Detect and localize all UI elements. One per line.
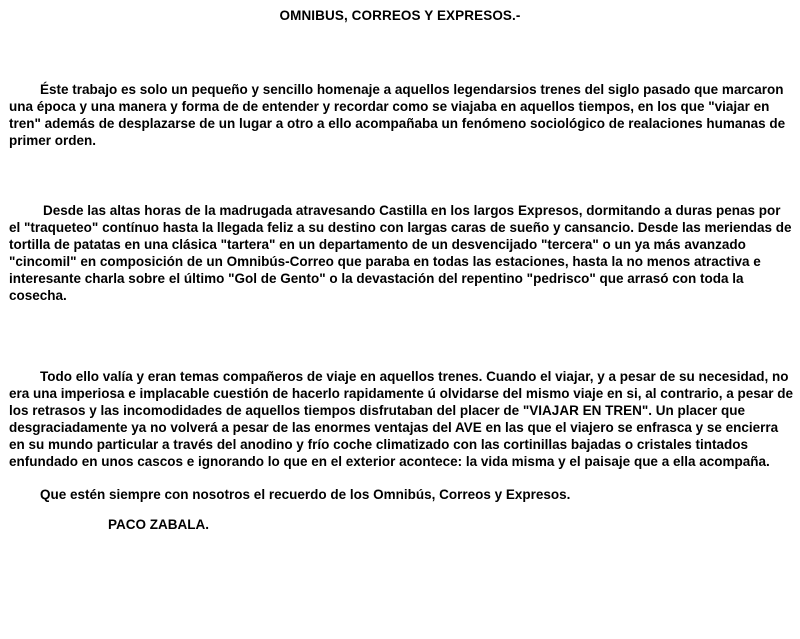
paragraph-madrugada-text: Desde las altas horas de la madrugada atravesando Castilla en los largos Expresos, dormitando a duras penas por el "traqueteo" contínuo hasta la llegada feliz a su destino con largas caras de sueño y cansancio. Desde las meriendas de tortilla de patatas en una clásica "tartera" en un departamento de un desvencijado "tercera" o un ya más avanzado "cincomil" en composición de un Omnibús-Correo que paraba en todas las estaciones, hasta la no menos atractiva e interesante charla sobre el último "Gol de Gento" o la devastación del repentino "pedrisco" que arrasó con toda la cosecha. (9, 203, 792, 303)
paragraph-intro (9, 81, 795, 149)
paragraph-madrugada (9, 202, 795, 304)
paragraph-closing (9, 486, 795, 503)
author-signature: PACO ZABALA. (108, 517, 209, 532)
paragraph-intro-text: Éste trabajo es solo un pequeño y sencillo homenaje a aquellos legendarsios trenes del siglo pasado que marcaron una época y una manera y forma de de entender y recordar como se viajaba en aquellos tiempos, en los que "viajar en tren" además de desplazarse de un lugar a otro a ello acompañaba un fenómeno sociológico de realaciones humanas de primer orden. (9, 82, 786, 148)
paragraph-viajar (9, 368, 795, 470)
paragraph-viajar-text: Todo ello valía y eran temas compañeros de viaje en aquellos trenes. Cuando el viajar, y a pesar de su necesidad, no era una imperiosa e implacable cuestión de hacerlo rapidamente ú olvidarse del mismo viaje en si, al contrario, a pesar de los retrasos y las incomodidades de aquellos tiempos disfrutaban del placer de "VIAJAR EN TREN". Un placer que desgraciadamente ya no volverá a pesar de las enormes ventajas del AVE en las que el viajero se enfrasca y se encierra en su mundo particular a través del anodino y frío coche climatizado con las cortinillas bajadas o cristales tintados enfundado en unos cascos e ignorando lo que en el exterior acontece: la vida misma y el paisaje que a ella acompaña. (9, 369, 794, 469)
document-title: OMNIBUS, CORREOS Y EXPRESOS.- (279, 8, 521, 23)
paragraph-closing-text: Que estén siempre con nosotros el recuerdo de los Omnibús, Correos y Expresos. (40, 487, 571, 502)
